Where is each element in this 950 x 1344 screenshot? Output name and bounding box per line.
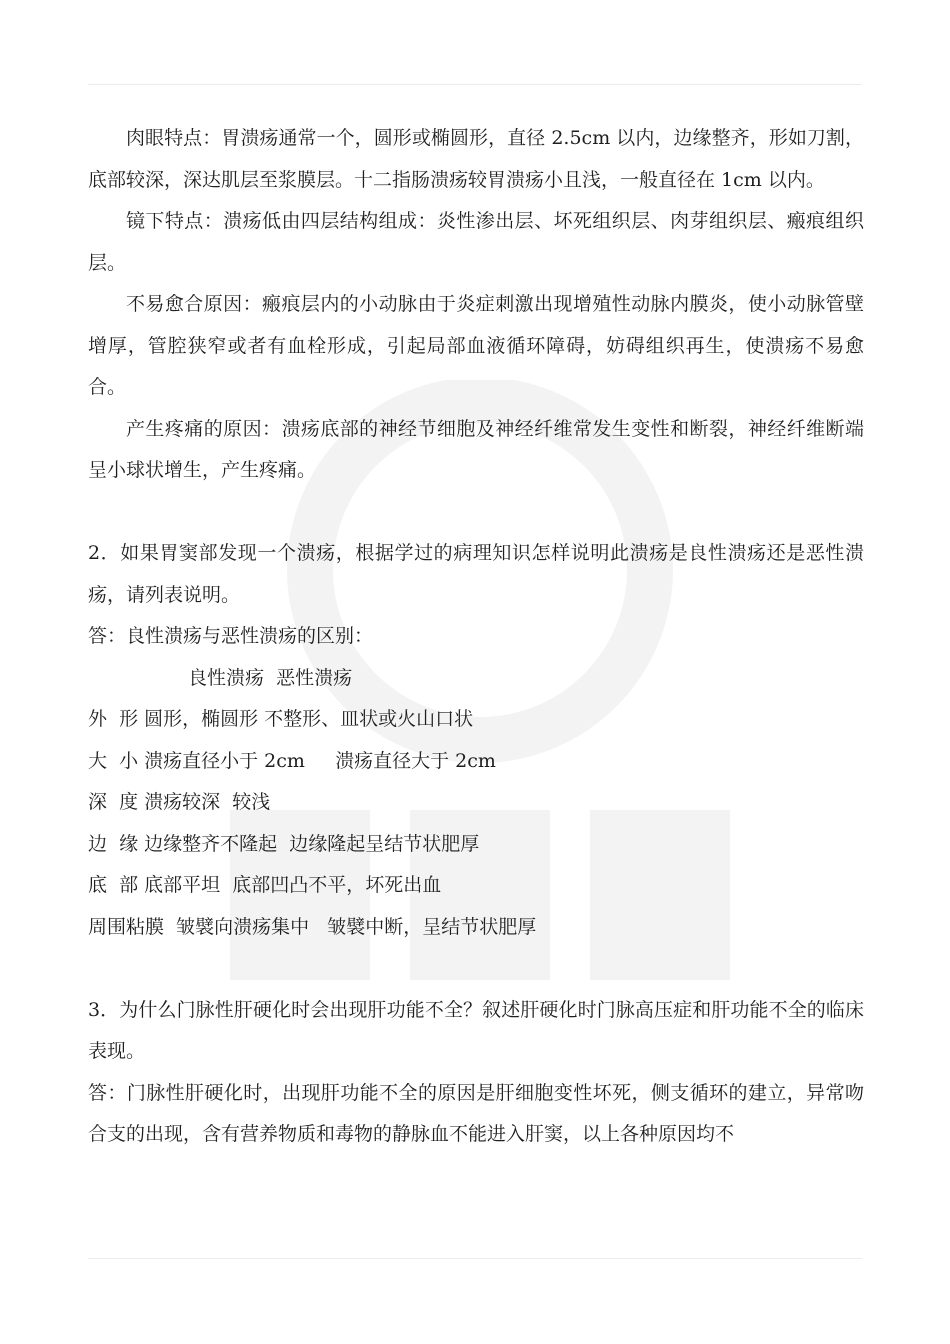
table-row: 边 缘 边缘整齐不隆起 边缘隆起呈结节状肥厚 xyxy=(88,832,480,855)
pain-reason: 产生疼痛的原因：溃疡底部的神经节细胞及神经纤维常发生变性和断裂，神经纤维断端呈小球状增生，产生疼痛。 xyxy=(88,417,864,481)
naked-eye-features: 肉眼特点：胃溃疡通常一个，圆形或椭圆形，直径 2.5cm 以内，边缘整齐，形如刀割，底部较深，深达肌层至浆膜层。十二指肠溃疡较胃溃疡小且浅，一般直径在 1cm 以内。 xyxy=(88,127,864,191)
table-row: 外 形 圆形，椭圆形 不整形、皿状或火山口状 xyxy=(88,708,474,730)
document-body xyxy=(88,118,864,1156)
spacer xyxy=(88,492,864,534)
question-3: 3．为什么门脉性肝硬化时会出现肝功能不全？叙述肝硬化时门脉高压症和肝功能不全的临床表现。 xyxy=(88,998,864,1062)
microscopic-features: 镜下特点：溃疡低由四层结构组成：炎性渗出层、坏死组织层、肉芽组织层、瘢痕组织层。 xyxy=(88,210,864,274)
header-rule xyxy=(88,84,862,85)
table-row: 大 小 溃疡直径小于 2cm 溃疡直径大于 2cm xyxy=(88,749,496,772)
table-row: 底 部 底部平坦 底部凹凸不平，坏死出血 xyxy=(88,874,442,896)
spacer xyxy=(88,948,864,990)
comparison-table-header: 良性溃疡 恶性溃疡 xyxy=(188,666,353,689)
answer-2-intro: 答：良性溃疡与恶性溃疡的区别： xyxy=(88,625,374,647)
answer-3: 答：门脉性肝硬化时，出现肝功能不全的原因是肝细胞变性坏死，侧支循环的建立，异常吻合支的出现，含有营养物质和毒物的静脉血不能进入肝窦，以上各种原因均不 xyxy=(88,1081,864,1145)
not-healing-reason: 不易愈合原因：瘢痕层内的小动脉由于炎症刺激出现增殖性动脉内膜炎，使小动脉管壁增厚，管腔狭窄或者有血栓形成，引起局部血液循环障碍，妨碍组织再生，使溃疡不易愈合。 xyxy=(88,293,864,398)
table-row: 周围粘膜 皱襞向溃疡集中 皱襞中断，呈结节状肥厚 xyxy=(88,915,537,938)
footer-rule xyxy=(88,1258,862,1259)
table-row: 深 度 溃疡较深 较浅 xyxy=(88,791,271,813)
question-2: 2．如果胃窦部发现一个溃疡，根据学过的病理知识怎样说明此溃疡是良性溃疡还是恶性溃疡，请列表说明。 xyxy=(88,542,864,606)
